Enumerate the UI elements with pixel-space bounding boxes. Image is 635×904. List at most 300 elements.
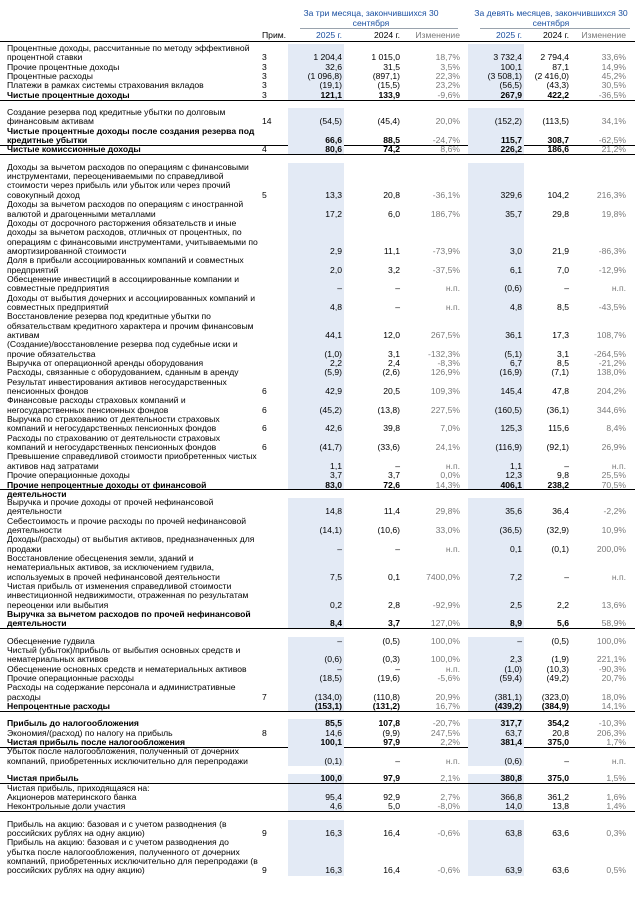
change-9m: 344,6% [596,404,626,415]
table-row [0,200,635,219]
value-2024-3m: 74,2 [383,144,400,155]
value-2024-3m: (13,8) [377,404,400,415]
value-2025-3m: (0,6) [324,654,342,665]
value-2025-3m: 2,0 [330,264,342,275]
value-2024-9m: 422,2 [547,89,569,100]
value-2025-3m: 100,1 [320,737,342,748]
table-row [0,517,635,536]
value-2025-9m: (3 508,1) [487,71,522,82]
change-9m: 19,8% [601,208,626,219]
table-row [0,256,635,275]
value-2025-9m: (56,5) [499,80,522,91]
change-3m: 7400,0% [426,571,460,582]
table-row [0,127,635,146]
table-row [0,683,635,702]
value-2024-3m: – [395,301,400,312]
value-2024-9m: 104,2 [547,189,569,200]
change-9m: -21,2% [598,358,626,369]
row-label: Процентные расходы [7,71,93,82]
change-3m: 18,7% [435,52,460,63]
row-label: Выручка от операционной аренды оборудования [7,358,204,369]
row-note: 5 [262,189,267,200]
value-2025-3m: 100,0 [320,773,342,784]
value-2024-9m: 2 794,4 [540,52,569,63]
change-9m: 138,0% [596,367,626,378]
row-note: 8 [262,727,267,738]
table-row [0,44,635,63]
value-2024-3m: – [395,460,400,471]
value-2025-9m: 63,7 [505,727,522,738]
table-header [0,0,635,44]
change-9m: 18,0% [601,691,626,702]
value-2025-3m: 14,6 [325,727,342,738]
value-2025-9m: – [517,635,522,646]
value-2024-9m: (32,9) [546,524,569,535]
value-2025-3m: 2,2 [330,358,342,369]
value-2025-3m: (134,0) [314,691,342,702]
value-2025-9m: (0,6) [504,755,522,766]
table-row [0,396,635,415]
row-label: Восстановление резерва под кредитные убытки по обязательствам кредитного характера и прочим финансовым активам [7,311,254,340]
change-3m: 7,0% [440,423,460,434]
value-2024-3m: 20,8 [383,189,400,200]
table-row [0,498,635,517]
value-2025-9m: (16,9) [499,367,522,378]
value-2024-3m: 31,5 [383,61,400,72]
value-2024-3m: (15,5) [377,80,400,91]
value-2025-9m: (1,0) [504,663,522,674]
value-2024-3m: (9,9) [382,727,400,738]
value-2025-3m: 17,2 [325,208,342,219]
value-2024-3m: – [395,663,400,674]
change-9m: 100,0% [596,635,626,646]
value-2025-9m: 0,1 [510,543,522,554]
row-note: 6 [262,386,267,397]
value-2024-3m: (19,6) [377,673,400,684]
row-note: 6 [262,423,267,434]
value-2025-9m: (5,1) [504,348,522,359]
change-3m: 247,5% [430,727,460,738]
row-label: Выручка за вычетом расходов по прочей нефинансовой деятельности [7,609,251,629]
value-2024-9m: 36,4 [552,506,569,517]
change-9m: 206,3% [596,727,626,738]
value-2024-3m: 97,9 [383,737,400,748]
value-2024-9m: 361,2 [547,791,569,802]
change-3m: 100,0% [430,654,460,665]
value-2025-3m: 83,0 [325,479,342,490]
value-2024-3m: (2,6) [382,367,400,378]
row-label: Экономия/(расход) по налогу на прибыль [7,727,173,738]
header-rule [0,41,635,42]
value-2024-3m: (33,6) [377,442,400,453]
value-2024-9m: 7,0 [557,264,569,275]
value-2024-3m: (0,5) [382,635,400,646]
row-label: Расходы по страхованию от деятельности страховых компаний и негосударственных пенсионных фондов [7,432,221,453]
change-3m: 2,2% [440,737,460,748]
change-9m: -12,9% [598,264,626,275]
table-row [0,219,635,256]
value-2024-9m: (36,1) [546,404,569,415]
change-3m: -0,6% [437,827,460,838]
value-2025-3m: 2,9 [330,245,342,256]
change-9m: н.п. [611,460,626,471]
value-2025-9m: 226,2 [500,144,522,155]
value-2024-9m: (113,5) [542,116,569,127]
row-label: Обесценение инвестиций в ассоциированные компании и совместные предприятия [7,273,240,294]
change-9m: 14,9% [601,61,626,72]
change-3m: 29,8% [435,506,460,517]
value-2024-9m: 308,7 [547,135,569,146]
value-2025-3m: (1,0) [324,348,342,359]
value-2025-3m: – [337,283,342,294]
header-col-2025-3m: 2025 г. [316,30,342,40]
row-note: 3 [262,71,267,82]
change-3m: 33,0% [435,524,460,535]
header-group-nine-months: За девять месяцев, закончившихся 30 сентября [474,8,628,28]
row-label: Восстановление обесценения земли, зданий и нематериальных активов, за исключением гудвила, используемых в прочей нефинансовой деятельности [7,552,220,582]
header-group-three-months: За три месяца, закончившихся 30 сентября [303,8,439,28]
table-row [0,582,635,610]
value-2024-3m: 107,8 [378,718,400,729]
row-label: Доходы от досрочного расторжения обязательств и иные доходы за вычетом расходов, отличных от процентных, по операциям с финансовыми инструментами, учитываемыми по амортизированной стоимости [7,217,258,256]
row-label: Чистая прибыль после налогообложения [7,737,185,748]
change-3m: 16,7% [435,701,460,712]
value-2025-9m: 115,7 [500,135,522,146]
row-label: Обесценение основных средств и нематериальных активов [7,663,247,674]
row-label: Акционеров материнского банка [7,791,137,802]
table-row [0,610,635,629]
header-col-2025-9m: 2025 г. [496,30,522,40]
row-label: Прочие операционные доходы [7,470,130,481]
table-row [0,163,635,200]
value-2025-3m: 1 204,4 [313,52,342,63]
row-note: 3 [262,61,267,72]
value-2025-3m: 44,1 [325,330,342,340]
row-note: 7 [262,691,267,702]
header-group-nine-months-rule [480,28,630,29]
change-3m: -37,5% [432,264,460,275]
row-label: Доходы/(расходы) от выбытия активов, предназначенных для продажи [7,534,255,554]
change-3m: 267,5% [430,330,460,340]
change-9m: 1,4% [606,801,626,812]
value-2025-9m: 267,9 [500,89,522,100]
change-3m: н.п. [445,543,460,554]
table-row [0,340,635,359]
change-9m: н.п. [611,755,626,766]
value-2024-3m: 5,0 [388,801,400,812]
row-label: Превышение справедливой стоимости приобретенных чистых активов над затратами [7,451,257,471]
table-row [0,747,635,766]
value-2024-9m: 29,8 [552,208,569,219]
row-label: Доходы от выбытия дочерних и ассоциированных компаний и совместных предприятий [7,292,256,312]
change-3m: н.п. [445,755,460,766]
row-label: Чистые комиссионные доходы [7,144,141,155]
value-2025-9m: 14,0 [505,801,522,812]
value-2024-9m: (10,3) [546,663,569,674]
value-2025-9m: 100,1 [500,61,522,72]
change-9m: 10,9% [601,524,626,535]
change-9m: -43,5% [598,301,626,312]
value-2025-3m: (14,1) [319,524,342,535]
table-row [0,452,635,471]
value-2025-3m: 16,3 [325,865,342,876]
value-2025-3m: (41,7) [319,442,342,453]
change-3m: 8,6% [440,144,460,155]
change-9m: 1,7% [606,737,626,748]
value-2025-3m: 85,5 [325,718,342,729]
value-2024-9m: – [564,571,569,582]
change-3m: н.п. [445,460,460,471]
change-9m: н.п. [611,283,626,294]
row-label: Платежи в рамках системы страхования вкладов [7,80,204,91]
value-2025-3m: 80,6 [325,144,342,155]
value-2024-9m: 21,9 [552,245,569,256]
value-2025-3m: 66,6 [325,135,342,146]
value-2025-9m: 2,3 [510,654,522,665]
change-9m: -264,5% [593,348,626,359]
value-2024-9m: (0,1) [551,543,569,554]
change-3m: -132,3% [427,348,460,359]
row-label: Обесценение гудвила [7,635,95,646]
row-note: 3 [262,52,267,63]
value-2024-9m: 375,0 [547,773,569,784]
change-3m: -24,7% [432,135,460,146]
row-note: 4 [262,144,267,155]
change-3m: 23,2% [435,80,460,91]
row-label: Прибыль на акцию: базовая и с учетом разводнения до убытка после налогообложения, полученного от дочерних компаний, приобретенных исключительно для перепродажи (в российских рублях на одну акцию) [7,837,258,876]
value-2024-3m: (131,2) [372,701,400,712]
table-row [0,554,635,582]
value-2025-9m: 63,8 [505,827,522,838]
value-2025-9m: (439,2) [494,701,522,712]
row-label: Финансовые расходы страховых компаний и негосударственных пенсионных фондов [7,395,186,415]
value-2024-9m: (2 416,0) [534,71,569,82]
value-2025-3m: 95,4 [325,791,342,802]
change-3m: 22,3% [435,71,460,82]
change-9m: -86,3% [598,245,626,256]
row-label: Убыток после налогообложения, полученный от дочерних компаний, приобретенных исключительно для перепродажи [7,746,248,766]
value-2025-9m: 35,7 [505,208,522,219]
value-2024-3m: 2,4 [388,358,400,369]
value-2024-3m: 92,9 [383,791,400,802]
value-2024-9m: 354,2 [547,718,569,729]
row-label: Выручка по страхованию от деятельности страховых компаний и негосударственных пенсионных фондов [7,414,220,434]
change-9m: 25,5% [601,470,626,481]
value-2024-9m: 63,6 [552,865,569,876]
change-3m: -0,6% [437,865,460,876]
value-2025-9m: 381,4 [500,737,522,748]
value-2024-3m: 3,7 [388,470,400,481]
change-3m: 14,3% [435,479,460,490]
change-3m: 3,5% [440,61,460,72]
value-2024-3m: 1 015,0 [371,52,400,63]
value-2025-9m: 8,9 [510,618,522,629]
change-3m: 20,0% [435,116,460,127]
change-3m: 186,7% [430,208,460,219]
value-2025-9m: (0,6) [504,283,522,294]
row-note: 14 [262,116,272,127]
change-9m: -62,5% [598,135,626,146]
value-2024-3m: 39,8 [383,423,400,434]
value-2024-3m: – [395,283,400,294]
value-2024-9m: 63,6 [552,827,569,838]
table-row [0,646,635,665]
value-2024-9m: – [564,283,569,294]
change-3m: -8,3% [437,358,460,369]
change-9m: -2,2% [603,506,626,517]
row-note: 9 [262,865,267,876]
value-2025-3m: (1 096,8) [307,71,342,82]
value-2025-3m: 8,4 [330,618,342,629]
row-label: Результат инвестирования активов негосударственных пенсионных фондов [7,376,227,397]
value-2024-3m: 133,9 [378,89,400,100]
value-2024-3m: 2,8 [388,599,400,610]
change-3m: -9,6% [437,89,460,100]
change-9m: 34,1% [601,116,626,127]
value-2025-9m: 3 732,4 [493,52,522,63]
row-note: 3 [262,89,267,100]
change-9m: 200,0% [596,543,626,554]
table-row [0,91,635,100]
change-9m: -90,3% [598,663,626,674]
value-2024-3m: (45,4) [377,116,400,127]
change-3m: 2,1% [440,773,460,784]
section-spacer [0,766,635,774]
row-label: Себестоимость и прочие расходы по прочей нефинансовой деятельности [7,515,247,535]
header-col-2024-9m: 2024 г. [543,30,569,40]
change-3m: 0,0% [440,470,460,481]
change-9m: 216,3% [596,189,626,200]
value-2024-9m: (323,0) [541,691,569,702]
value-2024-9m: (49,2) [546,673,569,684]
change-9m: 0,5% [606,865,626,876]
value-2025-3m: 4,6 [330,801,342,812]
change-9m: 58,9% [601,618,626,629]
value-2025-3m: 14,8 [325,506,342,517]
table-row [0,820,635,839]
value-2025-9m: 6,7 [510,358,522,369]
value-2024-3m: 0,1 [388,571,400,582]
value-2024-3m: 20,5 [383,386,400,397]
value-2024-3m: 97,9 [383,773,400,784]
value-2025-9m: 406,1 [500,479,522,490]
value-2024-9m: (7,1) [551,367,569,378]
table-row [0,108,635,127]
change-9m: н.п. [611,571,626,582]
change-3m: 2,7% [440,791,460,802]
change-9m: 70,5% [601,479,626,490]
value-2024-9m: 47,8 [552,386,569,397]
change-9m: 21,2% [601,144,626,155]
row-label: Неконтрольные доли участия [7,801,126,812]
value-2025-9m: 125,3 [500,423,522,434]
change-9m: 30,5% [601,80,626,91]
table-row [0,275,635,294]
value-2024-3m: 3,7 [388,618,400,629]
row-label: Доходы за вычетом расходов по операциям с иностранной валютой и драгоценными металлами [7,199,244,219]
value-2024-9m: 375,0 [547,737,569,748]
value-2025-3m: (0,1) [324,755,342,766]
value-2025-3m: – [337,543,342,554]
row-label: Чистые процентные доходы [7,89,130,100]
table-row [0,312,635,340]
change-3m: 20,9% [435,691,460,702]
row-label: Чистая прибыль [7,773,79,784]
change-9m: 108,7% [596,330,626,340]
row-label: Чистая прибыль от изменения справедливой стоимости инвестиционной недвижимости, отраженная по результатам переоценки или выбытия [7,580,249,610]
value-2024-3m: (110,8) [373,691,400,702]
row-label: Прочие операционные расходы [7,673,134,684]
row-label: Чистая прибыль, приходящаяся на: [7,782,150,793]
value-2024-3m: 72,6 [383,479,400,490]
change-3m: -8,0% [437,801,460,812]
value-2025-3m: 42,6 [325,423,342,434]
value-2025-9m: 329,6 [500,189,522,200]
change-3m: -20,7% [432,718,460,729]
header-col-2024-3m: 2024 г. [374,30,400,40]
value-2025-3m: 1,1 [330,460,342,471]
header-group-three-months-rule [300,28,458,29]
value-2024-9m: 238,2 [547,479,569,490]
value-2025-3m: (19,1) [319,80,342,91]
value-2025-3m: 121,1 [320,89,342,100]
value-2025-9m: 2,5 [510,599,522,610]
value-2024-3m: 16,4 [383,827,400,838]
row-label: Прибыль на акцию: базовая и с учетом разводнения (в российских рублях на одну акцию) [7,818,227,838]
value-2024-3m: 3,1 [388,348,400,359]
change-9m: 20,7% [601,673,626,684]
value-2024-9m: 9,8 [557,470,569,481]
value-2024-3m: 6,0 [388,208,400,219]
row-label: Доля в прибыли ассоциированных компаний и совместных предприятий [7,255,244,275]
value-2025-3m: (153,1) [314,701,342,712]
change-3m: 127,0% [430,618,460,629]
value-2025-9m: 145,4 [500,386,522,397]
change-9m: 8,4% [606,423,626,434]
change-9m: 204,2% [596,386,626,397]
value-2024-9m: 2,2 [557,599,569,610]
table-row [0,415,635,434]
value-2025-3m: – [337,663,342,674]
value-2025-3m: 4,8 [330,301,342,312]
row-label: Непроцентные расходы [7,701,111,712]
change-9m: 45,2% [601,71,626,82]
row-label: Расходы, связанные с оборудованием, сданным в аренду [7,367,239,378]
value-2025-9m: 380,8 [500,773,522,784]
row-label: Прибыль до налогообложения [7,718,139,729]
value-2025-3m: 0,2 [330,599,342,610]
table-row [0,802,635,811]
value-2024-3m: 88,5 [383,135,400,146]
change-9m: 221,1% [596,654,626,665]
value-2024-3m: 16,4 [383,865,400,876]
change-3m: -5,6% [437,673,460,684]
change-3m: -36,1% [432,189,460,200]
value-2024-9m: (92,1) [546,442,569,453]
row-label: Прочие непроцентные доходы от финансовой деятельности [7,479,207,499]
change-3m: н.п. [445,663,460,674]
value-2024-3m: – [395,755,400,766]
value-2025-3m: 13,3 [325,189,342,200]
value-2025-9m: (160,5) [494,404,522,415]
value-2024-9m: – [564,755,569,766]
row-label: Чистые процентные доходы после создания резерва под кредитные убытки [7,125,255,146]
change-3m: 227,5% [430,404,460,415]
value-2024-9m: (0,5) [551,635,569,646]
change-9m: -10,3% [598,718,626,729]
value-2024-9m: (43,3) [546,80,569,91]
table-row [0,535,635,554]
